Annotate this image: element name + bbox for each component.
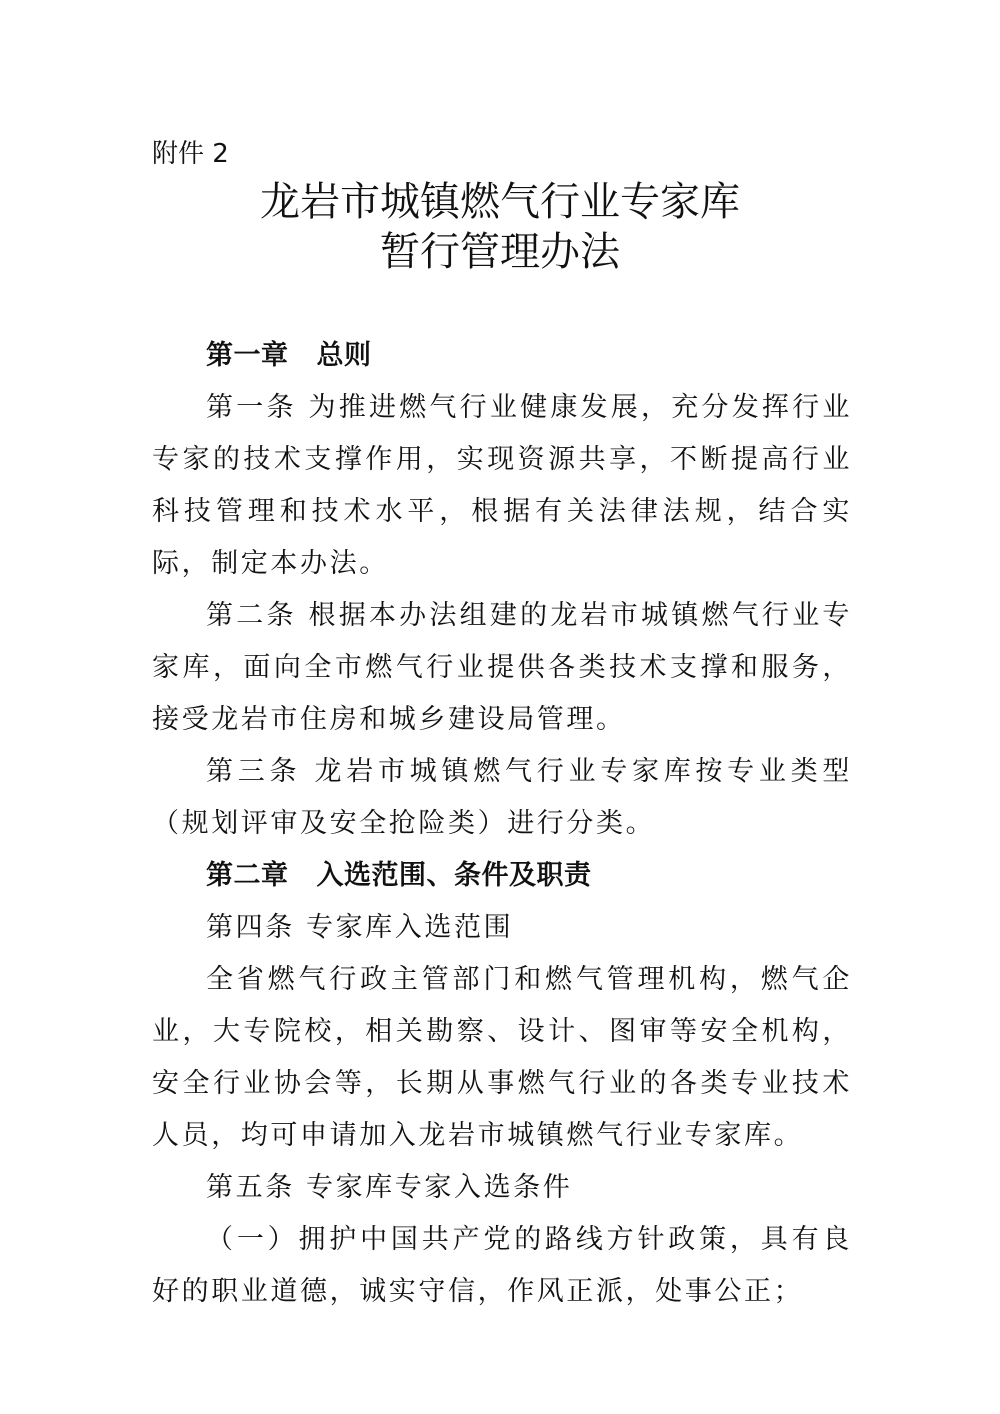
article-paragraph: 第二条 根据本办法组建的龙岩市城镇燃气行业专家库，面向全市燃气行业提供各类技术支撑和服务，接受龙岩市住房和城乡建设局管理。 xyxy=(152,600,852,735)
document-title-line-2: 暂行管理办法 xyxy=(380,229,620,275)
chapter-name: 入选范围、条件及职责 xyxy=(316,860,592,891)
chapter-name: 总则 xyxy=(316,340,372,371)
article-paragraph: 第一条 为推进燃气行业健康发展，充分发挥行业专家的技术支撑作用，实现资源共享，不断提高行业科技管理和技术水平，根据有关法律法规，结合实际，制定本办法。 xyxy=(152,392,852,579)
article-paragraph: 全省燃气行政主管部门和燃气管理机构，燃气企业，大专院校，相关勘察、设计、图审等安全机构，安全行业协会等，长期从事燃气行业的各类专业技术人员，均可申请加入龙岩市城镇燃气行业专家库。 xyxy=(152,964,852,1151)
document-title-line-1: 龙岩市城镇燃气行业专家库 xyxy=(260,179,740,225)
document-body xyxy=(152,330,852,1318)
chapter-heading xyxy=(152,850,852,902)
article-paragraph: 第三条 龙岩市城镇燃气行业专家库按专业类型（规划评审及安全抢险类）进行分类。 xyxy=(152,756,852,839)
article-list-item: （一）拥护中国共产党的路线方针政策，具有良好的职业道德，诚实守信，作风正派，处事公正； xyxy=(152,1224,852,1307)
chapter-heading xyxy=(152,330,852,382)
chapter-number: 第一章 xyxy=(206,340,289,371)
attachment-label: 附件 2 xyxy=(152,139,229,169)
article-heading: 第四条 专家库入选范围 xyxy=(206,912,514,943)
article-heading: 第五条 专家库专家入选条件 xyxy=(206,1172,573,1203)
chapter-number: 第二章 xyxy=(206,860,289,891)
